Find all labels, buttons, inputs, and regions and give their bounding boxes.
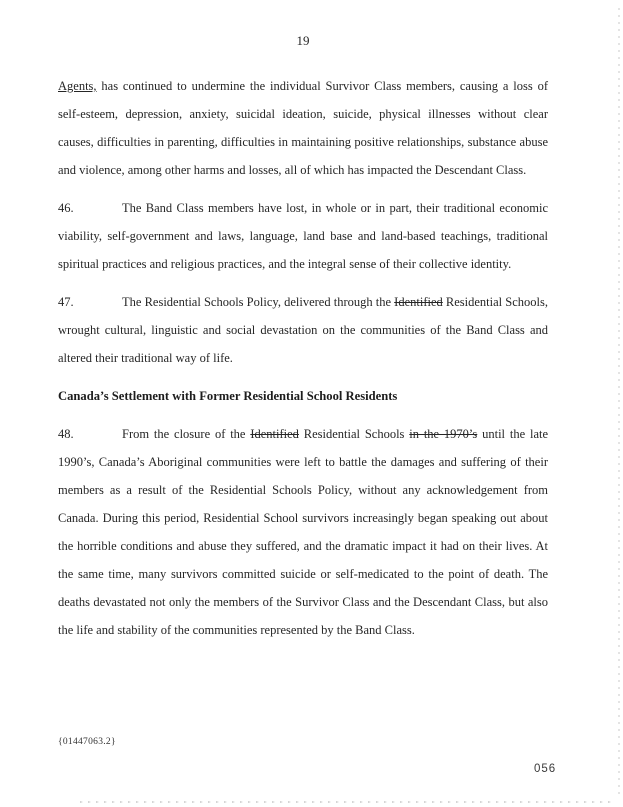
bates-number: 056: [534, 763, 557, 775]
text-run: until the late 1990’s, Canada’s Aboriginal communities were left to battle the damages and suffering of their members as a result of the Residential Schools Policy, without any acknowledgement from Canada. During this period, Residential School survivors increasingly began speaking out about the horrible conditions and abuse they suffered, and the dramatic impact it had on their lives. At the same time, many survivors committed suicide or self-medicated to the point of death. The deaths devastated not only the members of the Survivor Class and the Descendant Class, but also the life and stability of the communities represented by the Band Class.: [58, 427, 549, 637]
paragraph: [58, 72, 548, 184]
paragraph-number: 47.: [58, 295, 74, 309]
paragraph-number: 46.: [58, 201, 74, 215]
document-id-stamp: {01447063.2}: [58, 737, 116, 747]
section-heading: Canada’s Settlement with Former Residential School Residents: [58, 389, 398, 403]
text-run: The Band Class members have lost, in whole or in part, their traditional economic viability, self-government and laws, language, land base and land-based teachings, traditional spiritual practices and religious practices, and the integral sense of their collective identity.: [58, 201, 548, 271]
struck-text: in the 1970’s: [409, 427, 478, 441]
paragraph: [58, 194, 548, 278]
paragraph-number: 48.: [58, 427, 74, 441]
struck-text: Identified: [394, 295, 443, 309]
scan-artifact-right-edge: [618, 8, 620, 795]
paragraph: [58, 288, 548, 372]
text-run: The Residential Schools Policy, delivered through the: [122, 295, 395, 309]
text-run: has continued to undermine the individual Survivor Class members, causing a loss of self-esteem, depression, anxiety, suicidal ideation, suicide, physical illnesses without clear causes, difficulties in parenting, difficulties in maintaining positive relationships, substance abuse and violence, among other harms and losses, all of which has impacted the Descendant Class.: [58, 79, 548, 177]
text-run: Residential Schools: [298, 427, 410, 441]
struck-text: Identified: [250, 427, 299, 441]
scan-artifact-bottom-edge: [80, 801, 615, 803]
text-run: Residential Schools, wrought cultural, linguistic and social devastation on the communities of the Band Class and altered their traditional way of life.: [58, 295, 548, 365]
paragraph: [58, 420, 548, 644]
underlined-text: Agents,: [58, 79, 97, 93]
text-run: From the closure of the: [122, 427, 251, 441]
page-number: 19: [296, 33, 310, 48]
document-body: [58, 72, 548, 644]
